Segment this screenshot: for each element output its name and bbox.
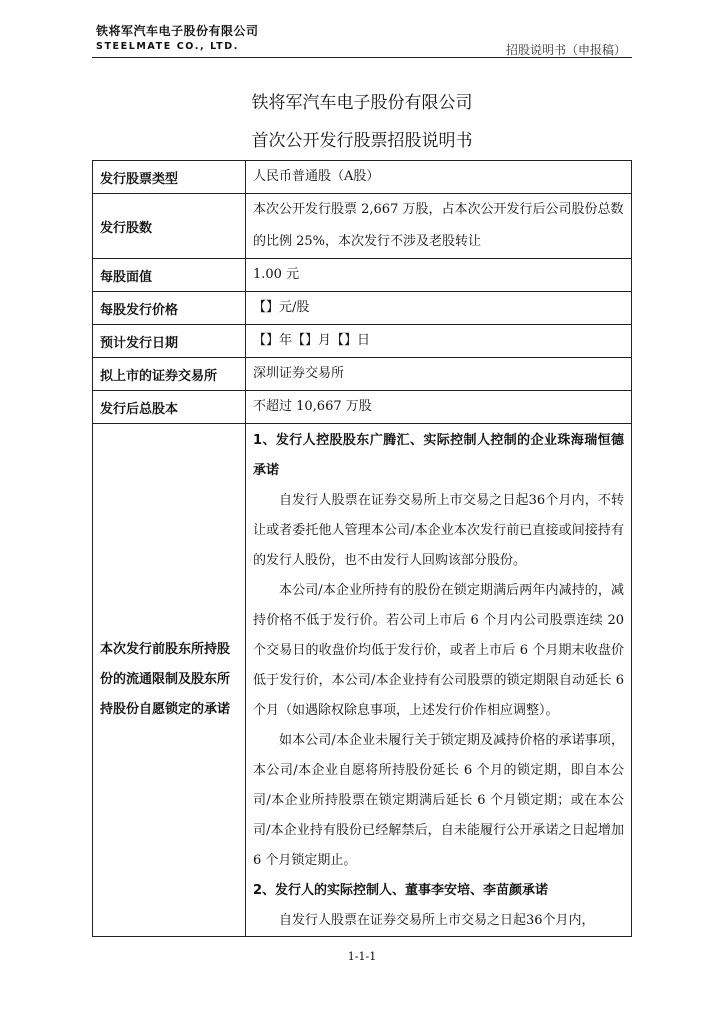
table-row [93, 391, 632, 424]
commitment-subheading-1: 1、发行人控股股东广腾汇、实际控制人控制的企业珠海瑞恒德承诺 [253, 433, 624, 478]
commitment-label: 本次发行前股东所持股份的流通限制及股东所持股份自愿锁定的承诺 [100, 642, 231, 717]
row-label: 发行股数 [93, 194, 246, 259]
offering-info-table [92, 160, 632, 937]
document-type: 招股说明书（申报稿） [505, 43, 626, 57]
row-value: 【】年【】月【】日 [246, 325, 632, 358]
table-row [93, 358, 632, 391]
row-label: 发行股票类型 [93, 161, 246, 194]
table-row [93, 292, 632, 325]
company-logo [96, 24, 259, 53]
row-label: 每股面值 [93, 259, 246, 292]
row-value: 1.00 元 [246, 259, 632, 292]
table-row [93, 325, 632, 358]
row-value: 不超过 10,667 万股 [246, 391, 632, 424]
table-row [93, 161, 632, 194]
page-number: 1-1-1 [347, 950, 377, 963]
row-value: 人民币普通股（A股） [246, 161, 632, 194]
row-label: 每股发行价格 [93, 292, 246, 325]
row-value: 【】元/股 [246, 292, 632, 325]
row-value: 深圳证券交易所 [246, 358, 632, 391]
table-row [93, 424, 632, 937]
commitment-paragraph: 如本公司/本企业未履行关于锁定期及减持价格的承诺事项，本公司/本企业自愿将所持股份延长 6 个月的锁定期，即自本公司/本企业所持股票在锁定期满后延长 6 个月锁定期；或在本公司/本企业持有股份已经解禁后，自未能履行公开承诺之日起增加 6 个月锁定期止。 [253, 733, 624, 868]
commitment-paragraph: 自发行人股票在证券交易所上市交易之日起36个月内， [279, 913, 595, 928]
row-value: 本次公开发行股票 2,667 万股，占本次公开发行后公司股份总数的比例 25%，本次发行不涉及老股转让 [246, 194, 632, 259]
table-row [93, 259, 632, 292]
title-document: 首次公开发行股票招股说明书 [251, 131, 473, 151]
row-label: 发行后总股本 [93, 391, 246, 424]
commitment-paragraph: 自发行人股票在证券交易所上市交易之日起36个月内，不转让或者委托他人管理本公司/本企业本次发行前已直接或间接持有的发行人股份，也不由发行人回购该部分股份。 [253, 493, 624, 568]
logo-company-cn: 铁将军汽车电子股份有限公司 [96, 24, 259, 38]
commitment-paragraph: 本公司/本企业所持有的股份在锁定期满后两年内减持的，减持价格不低于发行价。若公司上市后 6 个月内公司股票连续 20 个交易日的收盘价均低于发行价，或者上市后 6 个月期末收盘价低于发行价，本公司/本企业持有公司股票的锁定期限自动延长 6 个月（如遇除权除息事项，上述发行价作相应调整）。 [253, 583, 624, 718]
title-company: 铁将军汽车电子股份有限公司 [251, 93, 473, 113]
commitment-subheading-2: 2、发行人的实际控制人、董事李安培、李苗颜承诺 [253, 883, 549, 898]
logo-company-en: STEELMATE CO., LTD. [96, 41, 239, 52]
row-label: 预计发行日期 [93, 325, 246, 358]
header-divider [92, 57, 632, 58]
table-row [93, 194, 632, 259]
row-label: 拟上市的证券交易所 [93, 358, 246, 391]
